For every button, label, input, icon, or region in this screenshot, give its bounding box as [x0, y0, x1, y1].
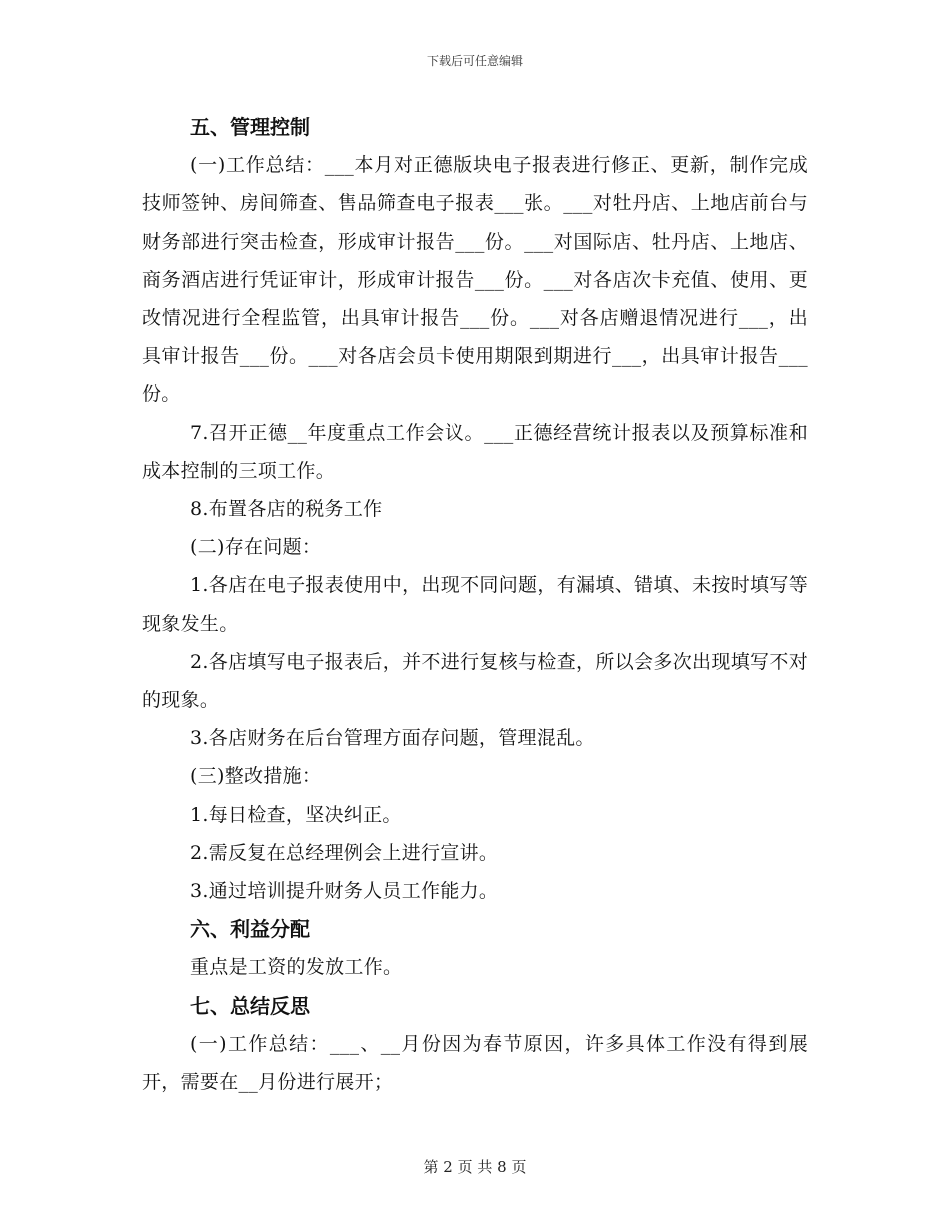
paragraph-work-summary: (一)工作总结：___本月对正德版块电子报表进行修正、更新，制作完成技师签钟、房间筛查、售品筛查电子报表___张。___对牡丹店、上地店前台与财务部进行突击检查，形成审计报告___份。___对国际店、牡丹店、上地店、商务酒店进行凭证审计，形成审计报告___份。___对各店次卡充值、使用、更改情况进行全程监管，出具审计报告___份。___对各店赠退情况进行___，出具审计报告___份。___对各店会员卡使用期限到期进行___，出具审计报告___份。: [142, 154, 808, 406]
document-body: [142, 108, 808, 1101]
subheading-rectification-measures: (三)整改措施：: [190, 765, 322, 788]
paragraph-summary-work: (一)工作总结：___、__月份因为春节原因，许多具体工作没有得到展开，需要在__月份进行展开；: [142, 1032, 808, 1094]
paragraph-wage-payment: 重点是工资的发放工作。: [190, 956, 403, 979]
section-heading-management-control: 五、管理控制: [190, 115, 310, 139]
paragraph-measure-2: 2.需反复在总经理例会上进行宣讲。: [190, 841, 499, 864]
paragraph-problem-3: 3.各店财务在后台管理方面存问题，管理混乱。: [190, 727, 595, 750]
section-heading-summary-reflection: 七、总结反思: [190, 993, 310, 1018]
paragraph-item-8: 8.布置各店的税务工作: [190, 498, 383, 521]
paragraph-measure-3: 3.通过培训提升财务人员工作能力。: [190, 880, 499, 903]
subheading-existing-problems: (二)存在问题：: [190, 536, 322, 559]
paragraph-measure-1: 1.每日检查，坚决纠正。: [190, 803, 402, 826]
page-footer: 第 2 页 共 8 页: [423, 1158, 527, 1176]
section-heading-benefit-distribution: 六、利益分配: [190, 917, 310, 942]
paragraph-item-7: 7.召开正德__年度重点工作会议。___正德经营统计报表以及预算标准和成本控制的三项工作。: [142, 421, 808, 482]
page-header: 下载后可任意编辑: [426, 54, 523, 68]
paragraph-problem-1: 1.各店在电子报表使用中，出现不同问题，有漏填、错填、未按时填写等现象发生。: [142, 574, 808, 635]
paragraph-problem-2: 2.各店填写电子报表后，并不进行复核与检查，所以会多次出现填写不对的现象。: [142, 650, 808, 712]
